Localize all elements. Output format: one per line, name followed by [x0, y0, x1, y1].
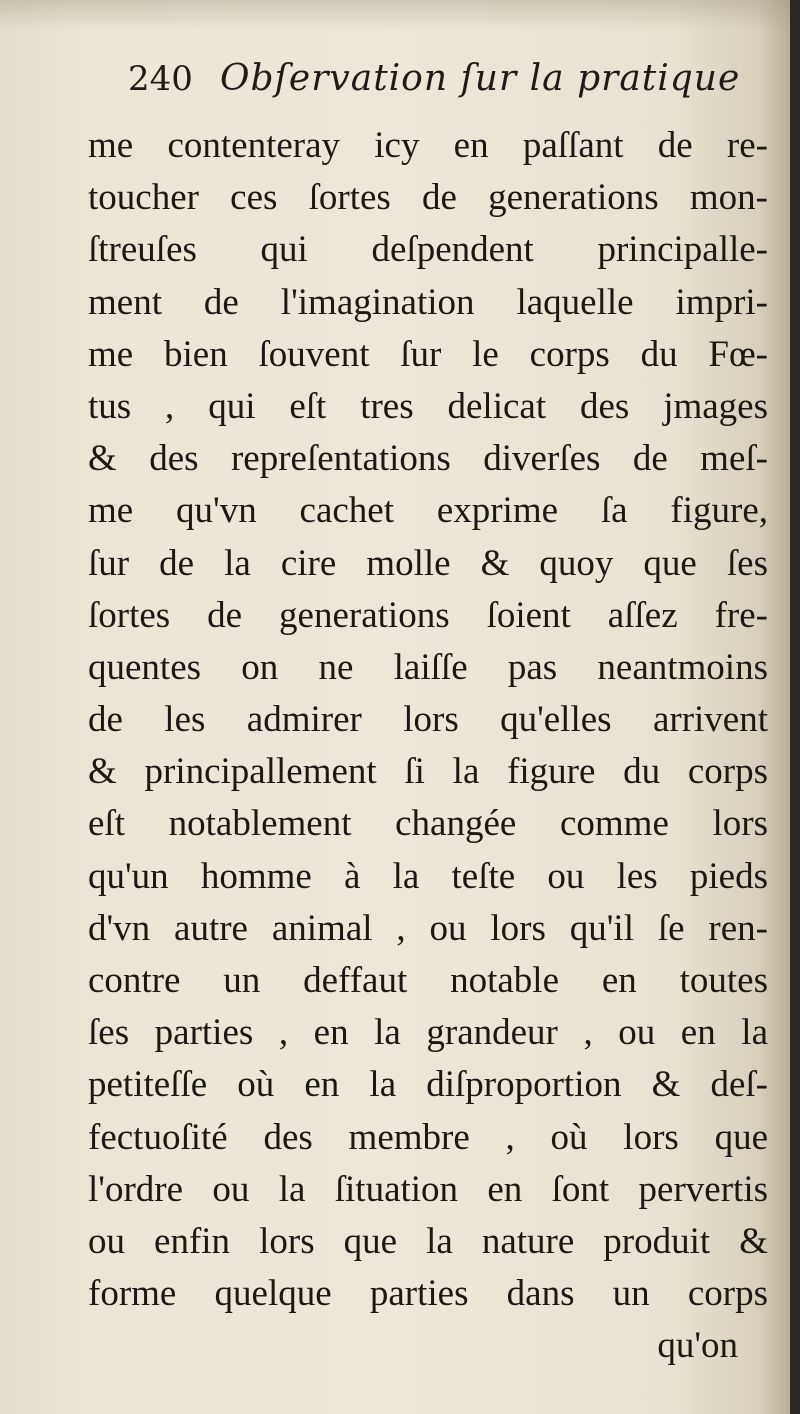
text-line: ſtreuſes qui deſpendent principalle-	[88, 229, 768, 271]
text-line: eſt notablement changée comme lors	[88, 803, 768, 845]
text-line: forme quelque parties dans un corps	[88, 1273, 768, 1315]
text-line: me qu'vn cachet exprime ſa figure,	[88, 490, 768, 532]
text-line: ſes parties , en la grandeur , ou en la	[88, 1012, 768, 1054]
text-line: tus , qui eſt tres delicat des jmages	[88, 385, 768, 427]
text-line: toucher ces ſortes de generations mon-	[88, 177, 768, 219]
text-line: d'vn autre animal , ou lors qu'il ſe ren-	[88, 907, 768, 949]
text-line: contre un deffaut notable en toutes	[88, 960, 768, 1001]
catchword: qu'on	[657, 1325, 738, 1367]
text-line: & principallement ſi la figure du corps	[88, 751, 768, 793]
page-header	[128, 58, 740, 108]
text-line: ment de l'imagination laquelle impri-	[88, 281, 768, 323]
text-line: qu'un homme à la teſte ou les pieds	[88, 855, 768, 897]
page-number: 240	[128, 59, 193, 99]
text-line: ſortes de generations ſoient aſſez fre-	[88, 594, 768, 636]
text-line: ou enfin lors que la nature produit &	[88, 1220, 768, 1262]
text-line: de les admirer lors qu'elles arrivent	[88, 699, 768, 741]
text-line: me bien ſouvent ſur le corps du Fœ-	[88, 333, 768, 375]
text-line: petiteſſe où en la diſproportion & deſ-	[88, 1064, 768, 1106]
text-line: l'ordre ou la ſituation en ſont pervertis	[88, 1168, 768, 1210]
body-text	[88, 120, 768, 1373]
text-line: quentes on ne laiſſe pas neantmoins	[88, 646, 768, 688]
running-title: Obſervation ſur la pratique	[220, 58, 741, 99]
text-line: fectuoſité des membre , où lors que	[88, 1116, 768, 1158]
text-line: ſur de la cire molle & quoy que ſes	[88, 542, 768, 584]
text-line: & des repreſentations diverſes de meſ-	[88, 438, 768, 480]
text-line: me contenteray icy en paſſant de re-	[88, 125, 768, 166]
